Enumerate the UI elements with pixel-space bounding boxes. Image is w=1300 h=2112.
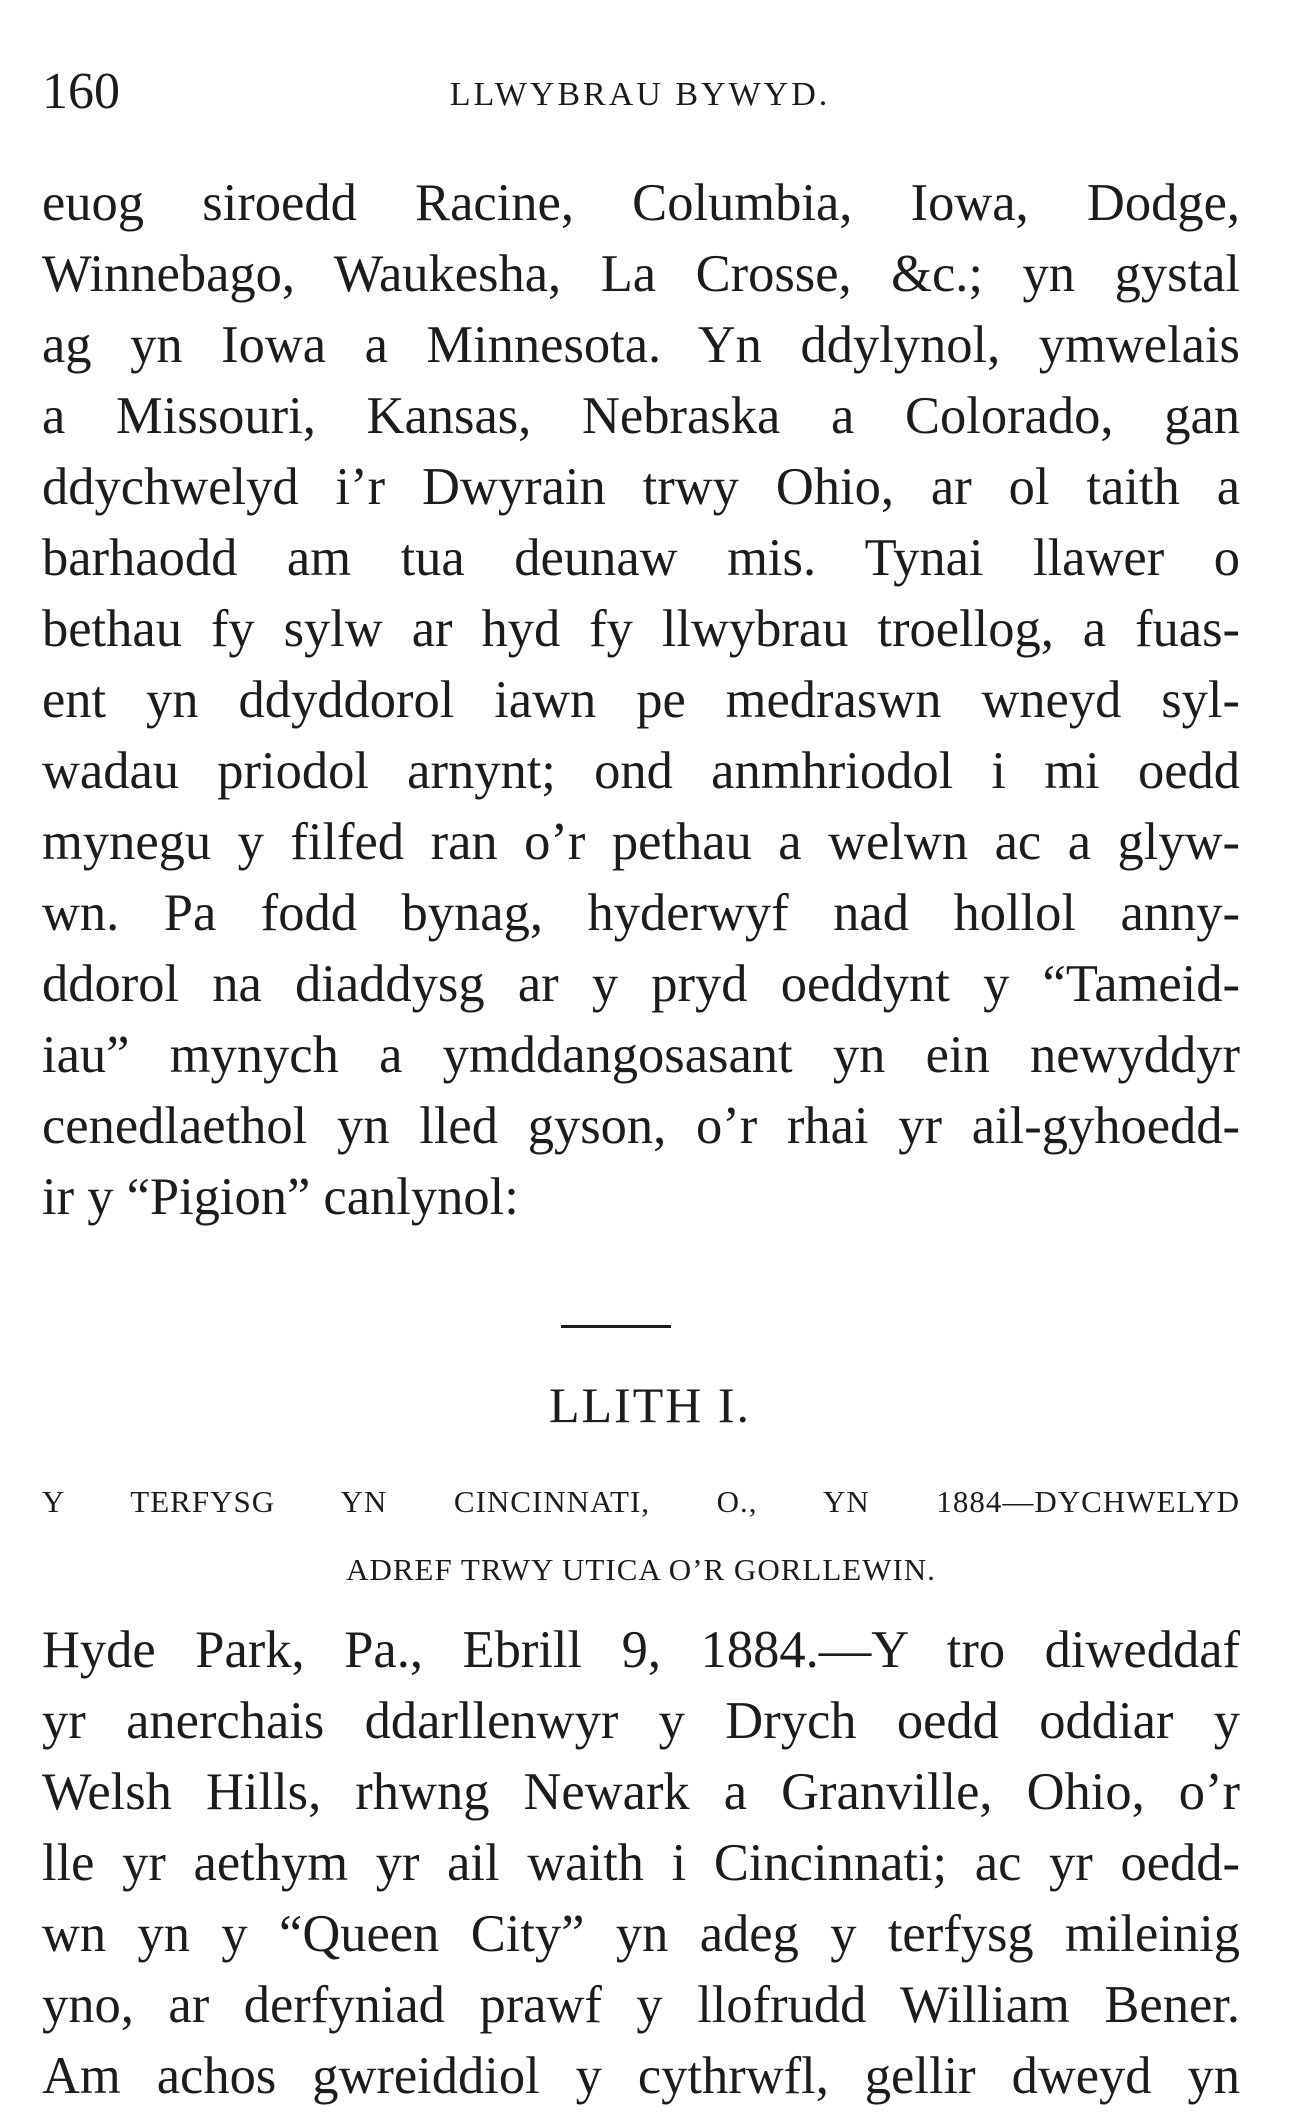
subtitle-line: Y TERFYSG YN CINCINNATI, O., YN 1884—DYCHWELYD xyxy=(42,1484,1240,1519)
text-line: wn. Pa fodd bynag, hyderwyf nad hollol anny- xyxy=(42,884,1240,942)
text-line: yr anerchais ddarllenwyr y Drych oedd oddiar y xyxy=(42,1692,1240,1750)
paragraph-1 xyxy=(42,168,1240,1233)
text-line: iau” mynych a ymddangosasant yn ein newyddyr xyxy=(42,1026,1240,1084)
text-line: Hyde Park, Pa., Ebrill 9, 1884.—Y tro diweddaf xyxy=(42,1621,1240,1679)
text-line: barhaodd am tua deunaw mis. Tynai llawer o xyxy=(42,529,1240,587)
text-line: bethau fy sylw ar hyd fy llwybrau troellog, a fuas- xyxy=(42,600,1240,658)
section-subtitle xyxy=(42,1468,1240,1604)
section-divider xyxy=(561,1325,671,1328)
text-line: a Missouri, Kansas, Nebraska a Colorado, gan xyxy=(42,387,1240,445)
text-line: wadau priodol arnynt; ond anmhriodol i mi oedd xyxy=(42,742,1240,800)
text-line: ent yn ddyddorol iawn pe medraswn wneyd syl- xyxy=(42,671,1240,729)
text-line: ddorol na diaddysg ar y pryd oeddynt y “Tameid- xyxy=(42,955,1240,1013)
page-number: 160 xyxy=(42,63,120,120)
paragraph-2 xyxy=(42,1615,1240,2112)
running-head xyxy=(42,62,1238,122)
text-line: yno, ar derfyniad prawf y llofrudd William Bener. xyxy=(42,1976,1240,2034)
text-line: Welsh Hills, rhwng Newark a Granville, Ohio, o’r xyxy=(42,1763,1240,1821)
text-line: lle yr aethym yr ail waith i Cincinnati; ac yr oedd- xyxy=(42,1834,1240,1892)
text-line: mynegu y filfed ran o’r pethau a welwn ac a glyw- xyxy=(42,813,1240,871)
section-title: LLITH I. xyxy=(548,1377,752,1433)
text-line: ir y “Pigion” canlynol: xyxy=(42,1168,519,1226)
subtitle-line: ADREF TRWY UTICA O’R GORLLEWIN. xyxy=(346,1552,936,1587)
text-line: Winnebago, Waukesha, La Crosse, &c.; yn gystal xyxy=(42,245,1240,303)
text-line: cenedlaethol yn lled gyson, o’r rhai yr ail-gyhoedd- xyxy=(42,1097,1240,1155)
text-line: ddychwelyd i’r Dwyrain trwy Ohio, ar ol taith a xyxy=(42,458,1240,516)
text-line: Am achos gwreiddiol y cythrwfl, gellir dweyd yn xyxy=(42,2047,1240,2105)
text-line: euog siroedd Racine, Columbia, Iowa, Dodge, xyxy=(42,174,1240,232)
text-line: wn yn y “Queen City” yn adeg y terfysg mileinig xyxy=(42,1905,1240,1963)
running-title: LLWYBRAU BYWYD. xyxy=(449,76,831,113)
text-line: ag yn Iowa a Minnesota. Yn ddylynol, ymwelais xyxy=(42,316,1240,374)
